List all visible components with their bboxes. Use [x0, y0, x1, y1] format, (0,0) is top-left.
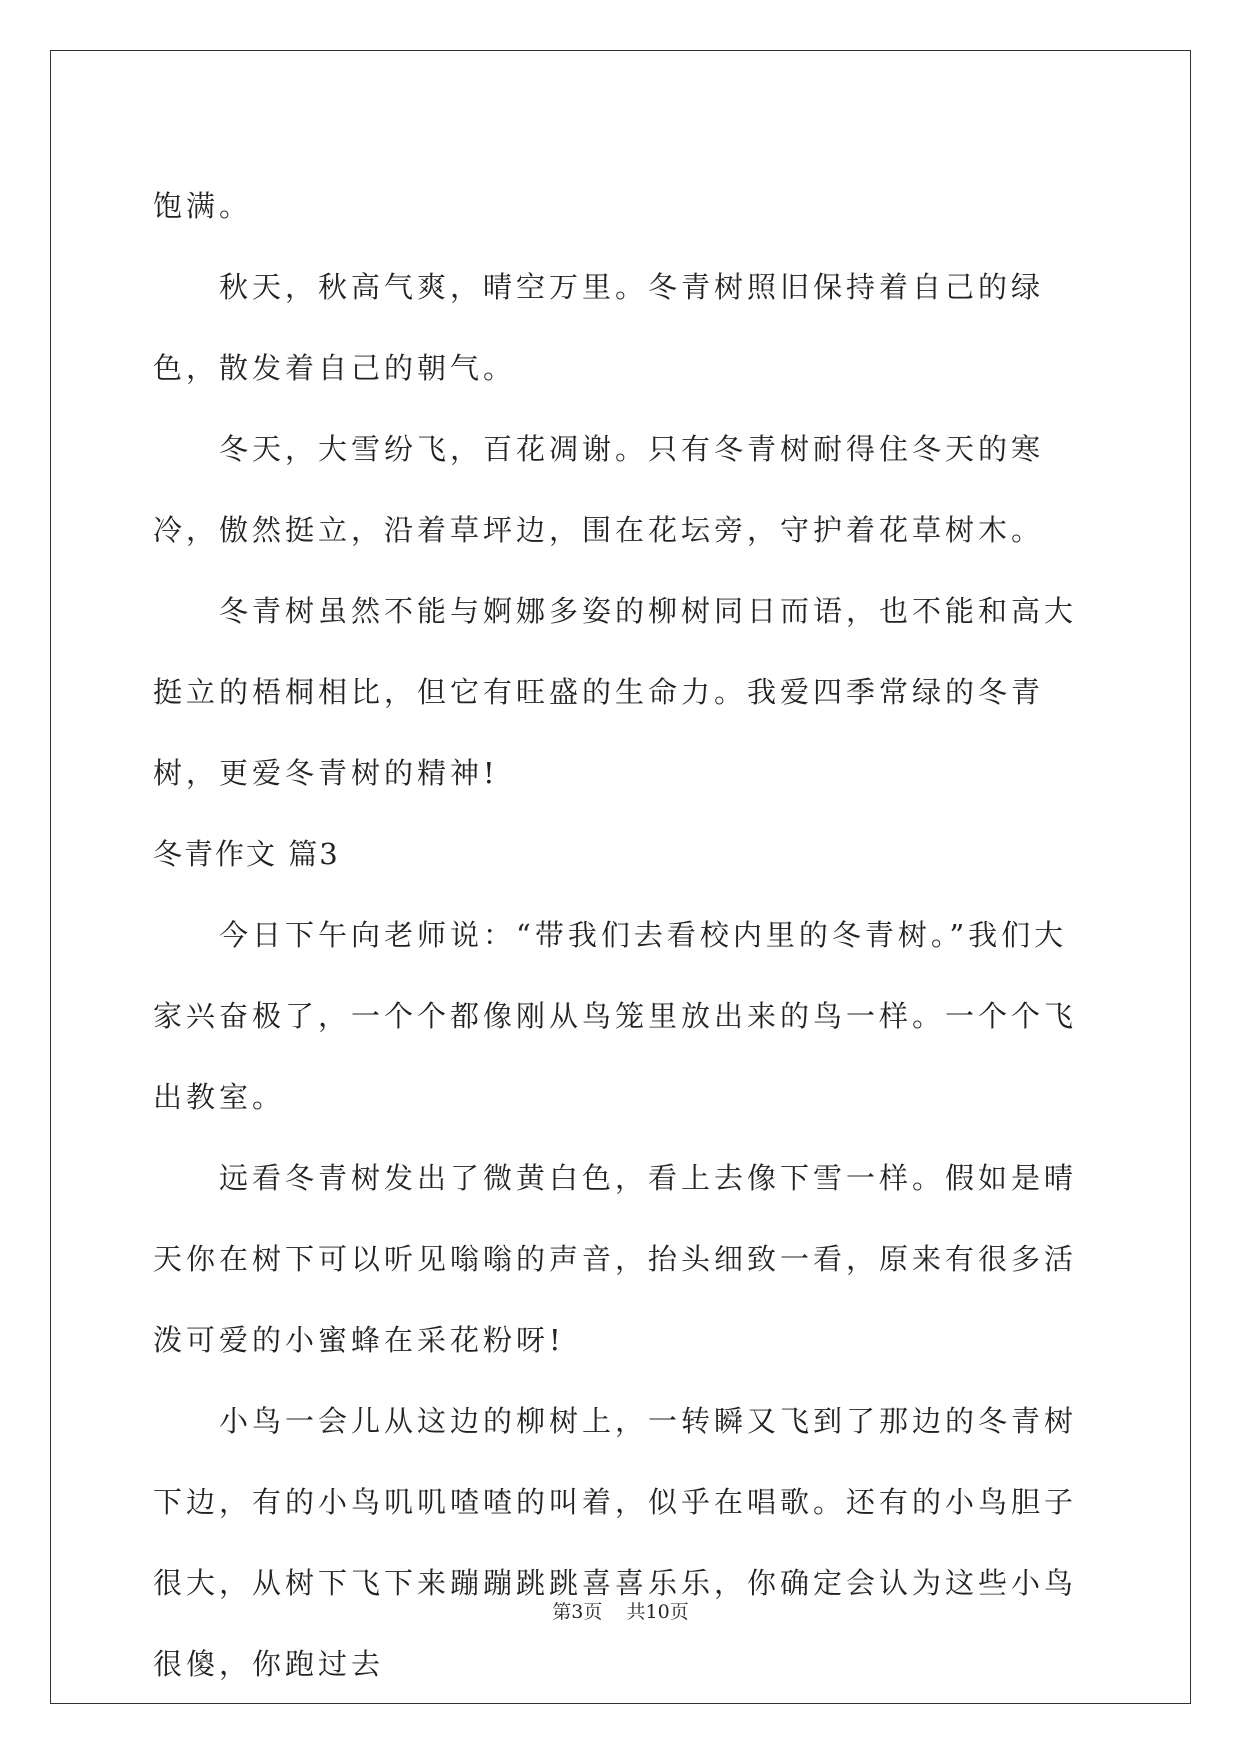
page-number: 第3页 [552, 1601, 603, 1623]
paragraph: 今日下午向老师说：“带我们去看校内里的冬青树。”我们大家兴奋极了，一个个都像刚从鸟笼里放出来的鸟一样。一个个飞出教室。 [153, 918, 1078, 1114]
document-body [153, 166, 1093, 1705]
page-footer [0, 1597, 1241, 1624]
paragraph: 冬青树虽然不能与婀娜多姿的柳树同日而语，也不能和高大挺立的梧桐相比，但它有旺盛的生命力。我爱四季常绿的冬青树，更爱冬青树的精神! [153, 594, 1078, 790]
paragraph: 秋天，秋高气爽，晴空万里。冬青树照旧保持着自己的绿色，散发着自己的朝气。 [153, 270, 1045, 385]
paragraph: 远看冬青树发出了微黄白色，看上去像下雪一样。假如是晴天你在树下可以听见嗡嗡的声音，抬头细致一看，原来有很多活泼可爱的小蜜蜂在采花粉呀! [153, 1161, 1078, 1357]
paragraph: 饱满。 [153, 189, 253, 223]
paragraph: 小鸟一会儿从这边的柳树上，一转瞬又飞到了那边的冬青树下边，有的小鸟叽叽喳喳的叫着，似乎在唱歌。还有的小鸟胆子很大，从树下飞下来蹦蹦跳跳喜喜乐乐，你确定会认为这些小鸟很傻，你跑过去 [153, 1404, 1078, 1681]
page-total: 共10页 [626, 1601, 689, 1623]
section-heading: 冬青作文 篇3 [153, 837, 340, 871]
paragraph: 冬天，大雪纷飞，百花凋谢。只有冬青树耐得住冬天的寒冷，傲然挺立，沿着草坪边，围在花坛旁，守护着花草树木。 [153, 432, 1045, 547]
